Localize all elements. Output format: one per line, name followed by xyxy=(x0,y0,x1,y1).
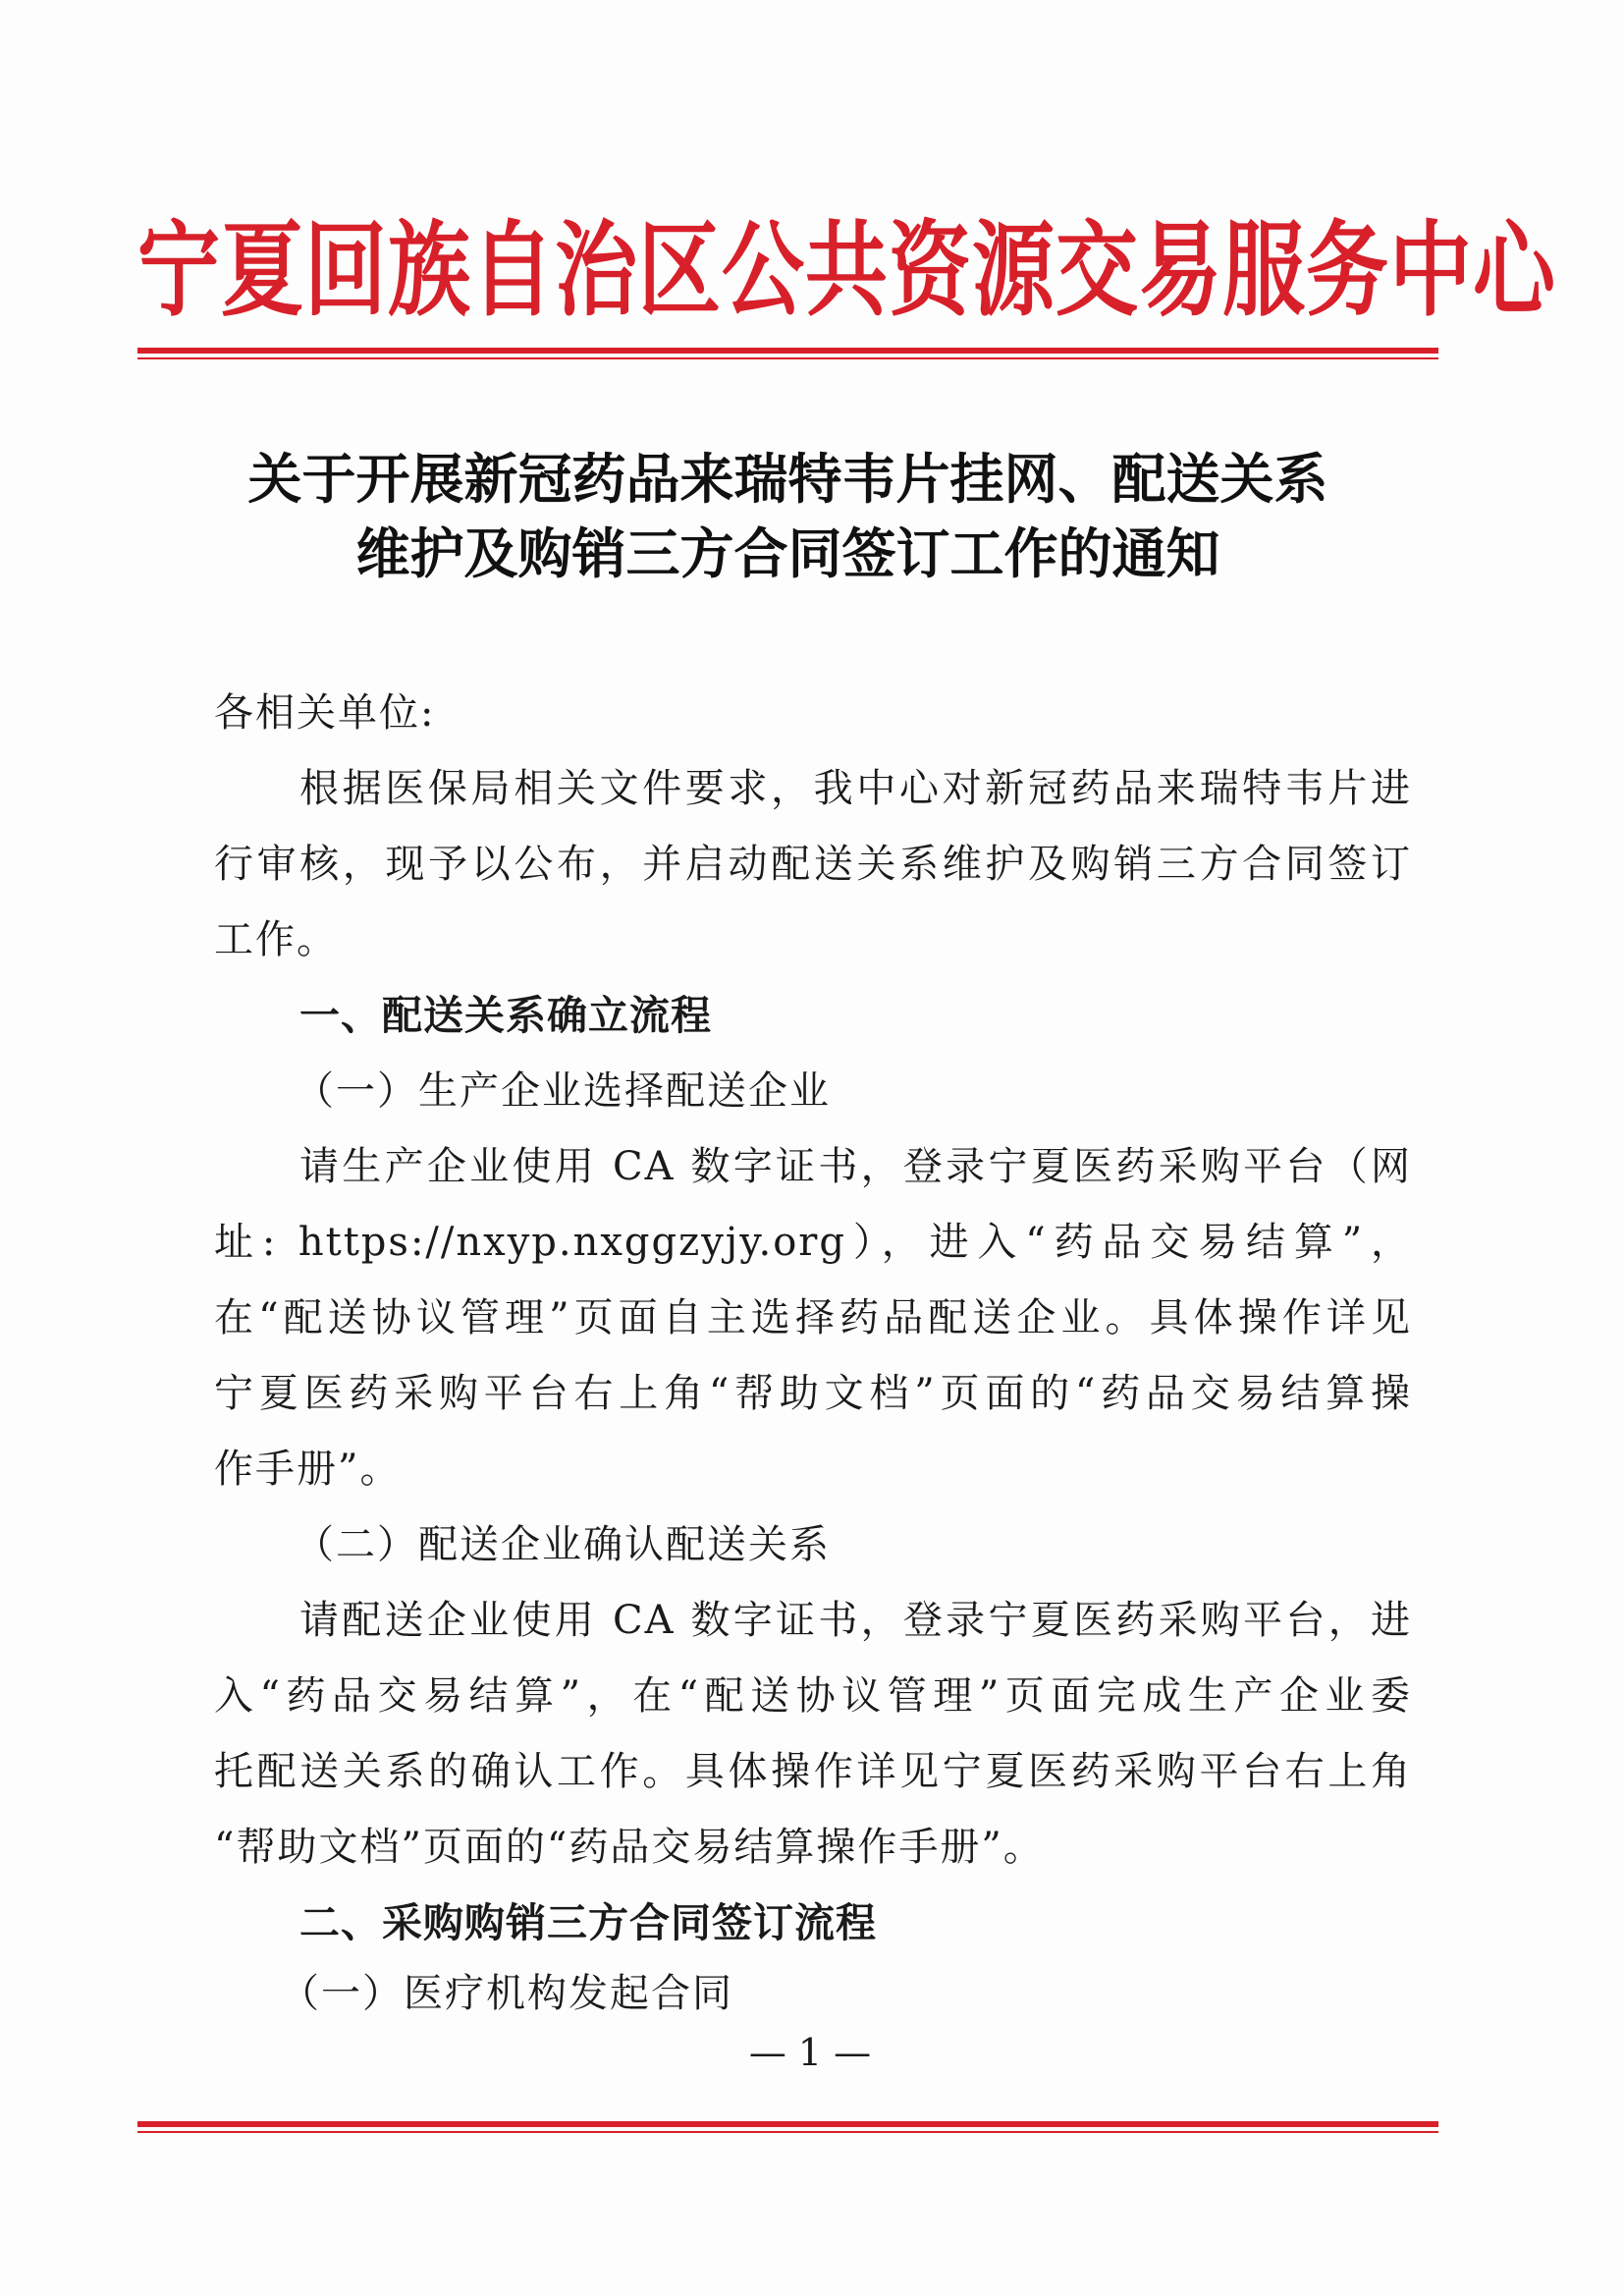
section-1-subsection-1-line-4: 宁夏医药采购平台右上角“帮助文档”页面的“药品交易结算操 xyxy=(214,1371,1412,1416)
section-1-subsection-1-heading: （一）生产企业选择配送企业 xyxy=(295,1068,831,1114)
organization-header: 宁夏回族自治区公共资源交易服务中心 xyxy=(137,208,1557,331)
section-1-subsection-2-line-1: 请配送企业使用 CA 数字证书，登录宁夏医药采购平台，进 xyxy=(299,1598,1412,1643)
section-1-subsection-1-line-3: 在“配送协议管理”页面自主选择药品配送企业。具体操作详见 xyxy=(214,1295,1412,1340)
section-1-subsection-2-heading: （二）配送企业确认配送关系 xyxy=(295,1522,831,1567)
header-rule-thin-line xyxy=(137,357,1438,359)
intro-paragraph-line-2: 行审核，现予以公布，并启动配送关系维护及购销三方合同签订 xyxy=(214,842,1412,887)
header-rule-thick-line xyxy=(137,348,1438,354)
salutation: 各相关单位: xyxy=(214,690,436,736)
section-1-subsection-1-line-5: 作手册”。 xyxy=(214,1447,402,1492)
document-title-line-2: 维护及购销三方合同签订工作的通知 xyxy=(355,521,1220,585)
page-number: — 1 — xyxy=(748,2031,872,2074)
header-red-rule xyxy=(137,348,1438,361)
section-1-subsection-1-line-2: 址: https://nxyp.nxggzyjy.org），进入“药品交易结算”， xyxy=(214,1220,1412,1265)
section-2-subsection-1-heading: （一）医疗机构发起合同 xyxy=(280,1971,733,2016)
section-2-heading: 二、采购购销三方合同签订流程 xyxy=(299,1899,877,1946)
footer-rule-thin-line xyxy=(137,2131,1438,2133)
footer-rule-thick-line xyxy=(137,2121,1438,2127)
footer-red-rule xyxy=(137,2121,1438,2135)
section-1-subsection-1-line-1: 请生产企业使用 CA 数字证书，登录宁夏医药采购平台（网 xyxy=(299,1144,1412,1189)
section-1-subsection-2-line-2: 入“药品交易结算”，在“配送协议管理”页面完成生产企业委 xyxy=(214,1673,1412,1719)
intro-paragraph-line-3: 工作。 xyxy=(214,917,338,962)
intro-paragraph-line-1: 根据医保局相关文件要求，我中心对新冠药品来瑞特韦片进 xyxy=(299,766,1412,811)
section-1-subsection-2-line-4: “帮助文档”页面的“药品交易结算操作手册”。 xyxy=(214,1825,1045,1870)
section-1-subsection-2-line-3: 托配送关系的确认工作。具体操作详见宁夏医药采购平台右上角 xyxy=(214,1749,1412,1794)
document-title-line-1: 关于开展新冠药品来瑞特韦片挂网、配送关系 xyxy=(247,447,1328,511)
section-1-heading: 一、配送关系确立流程 xyxy=(299,992,712,1039)
